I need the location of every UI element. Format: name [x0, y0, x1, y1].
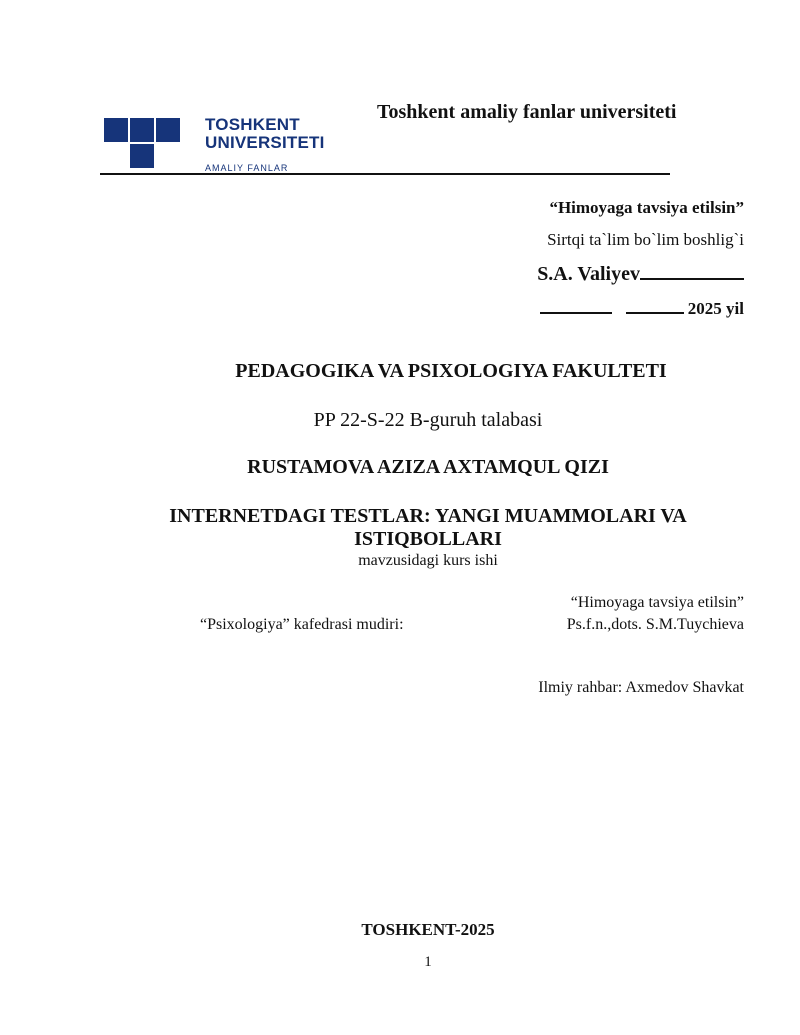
- university-logo: [104, 116, 334, 176]
- logo-square: [130, 144, 154, 168]
- logo-square: [104, 118, 128, 142]
- faculty-name: PEDAGOGIKA VA PSIXOLOGIYA FAKULTETI: [235, 360, 667, 382]
- department-recommend: “Himoyaga tavsiya etilsin”: [570, 594, 744, 611]
- scientific-advisor: Ilmiy rahbar: Axmedov Shavkat: [538, 679, 744, 696]
- approval-date-line: [540, 298, 744, 319]
- topic-title: INTERNETDAGI TESTLAR: YANGI MUAMMOLARI VA ISTIQBOLLARI: [169, 505, 687, 550]
- approval-title: “Himoyaga tavsiya etilsin”: [549, 198, 744, 217]
- approval-role: Sirtqi ta`lim bo`lim boshlig`i: [547, 230, 744, 249]
- department-chair-name: Ps.f.n.,dots. S.M.Tuychieva: [566, 616, 744, 633]
- approval-name-line: [537, 260, 744, 286]
- approval-name: S.A. Valiyev: [537, 263, 640, 285]
- university-title: Toshkent amaliy fanlar universiteti: [377, 101, 677, 123]
- student-name: RUSTAMOVA AZIZA AXTAMQUL QIZI: [247, 456, 609, 478]
- logo-square: [156, 118, 180, 142]
- city-year: TOSHKENT-2025: [361, 920, 495, 939]
- logo-subtitle: AMALIY FANLAR: [205, 163, 289, 173]
- logo-line2: UNIVERSITETI: [205, 133, 325, 152]
- approval-year: 2025 yil: [687, 299, 744, 318]
- page-number: 1: [424, 954, 432, 970]
- logo-square: [130, 118, 154, 142]
- day-blank: [540, 298, 612, 314]
- topic-subtitle: mavzusidagi kurs ishi: [358, 552, 498, 569]
- logo-line1: TOSHKENT: [205, 115, 300, 134]
- header-divider: [100, 173, 670, 175]
- month-blank: [626, 298, 684, 314]
- department-chair-label: “Psixologiya” kafedrasi mudiri:: [200, 616, 404, 633]
- signature-blank: [640, 260, 744, 280]
- group-label: PP 22-S-22 B-guruh talabasi: [313, 409, 543, 431]
